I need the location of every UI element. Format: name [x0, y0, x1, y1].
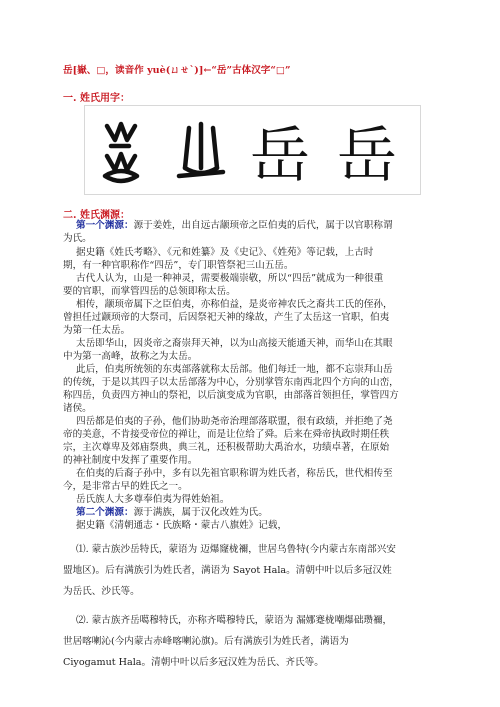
title-pronunciation: [嶽、□，读音作 yuè(ㄩㄝˋ)]←“岳”古体汉字“□”	[72, 65, 291, 76]
text-line: 的神社制度中发挥了重要作用。	[63, 455, 198, 466]
section-heading-1: 一. 姓氏用字：	[63, 93, 130, 104]
text-line: 相传，颛顼帝属下之臣伯夷，亦称伯益，是炎帝神农氏之裔共工氏的侄孙，	[76, 299, 393, 310]
text-line: 曾担任过颛顼帝的大祭司，后因祭祀天神的缘故，产生了太岳这一官职，伯夷	[63, 312, 390, 323]
text-line: 的传统，于是以其四子以太岳部落为中心，分别掌管东南西北四个方向的山峦，	[63, 377, 399, 388]
glyph-3: 岳	[250, 121, 310, 191]
section-heading-2: 二. 姓氏渊源：	[63, 210, 130, 221]
text-line: 古代人认为，山是一种神灵，需要极端崇敬，所以“四岳”就成为一种很重	[76, 273, 384, 284]
text-line: 源于满族，属于汉化改姓为氏。	[133, 507, 268, 518]
text-line: 在伯夷的后裔子孙中，多有以先祖官职称谓为姓氏者，称岳氏，世代相传至	[76, 468, 393, 479]
ancient-glyphs-image	[84, 105, 421, 195]
text-line: ⑴. 蒙古族沙岳特氏，蒙语为 迈爆窿栊禰，世居乌鲁特(今内蒙古东南部兴安	[76, 544, 396, 555]
text-line: 诸侯。	[63, 403, 92, 414]
text-line: 源于姜姓，出自远古颛顼帝之臣伯夷的后代，属于以官职称谓	[133, 220, 393, 231]
text-line: 盟地区)。后有满族引为姓氏者，满语为 Sayot Hala。清朝中叶以后多冠汉姓	[63, 565, 392, 576]
text-line: Ciyogamut Hala。清朝中叶以后多冠汉姓为岳氏、齐氏等。	[63, 657, 324, 668]
text-line: 太岳即华山，因炎帝之裔崇拜天神，以为山高接天能通天神，而华山在其眼	[76, 338, 393, 349]
text-line: 四岳都是伯夷的子孙，他们协助尧帝治理部落联盟，很有政绩，并拒绝了尧	[76, 416, 393, 427]
text-line: 帝的美意，不肯接受帝位的禅让，而是让位给了舜。后来在舜帝执政时期任秩	[63, 429, 390, 440]
text-line: 为氏。	[63, 233, 92, 244]
text-line: 中为第一高峰，故称之为太岳。	[63, 351, 198, 362]
text-line: ⑵. 蒙古族齐岳噶穆特氏，亦称齐噶穆特氏，蒙语为 漏娜蹇栊嘲爆础瓒禰，	[76, 615, 393, 626]
text-line: 世居喀喇沁(今内蒙古赤峰喀喇沁旗)。后有满族引为姓氏者，满语为	[63, 636, 349, 647]
text-line: 为第一任太岳。	[63, 325, 131, 336]
origin-2-line	[76, 506, 443, 519]
text-line: 此后，伯夷所统领的东夷部落就称太岳部。他们每迁一地，都不忘崇拜山岳	[76, 364, 393, 375]
glyph-4: 岳	[337, 121, 397, 191]
text-line: 今，是非常古早的姓氏之一。	[63, 481, 188, 492]
text-line: 要的官职，而掌管四岳的总领即称太岳。	[63, 286, 236, 297]
text-line: 岳氏族人大多尊奉伯夷为得姓始祖。	[76, 494, 230, 505]
title-char: 岳	[63, 65, 73, 76]
glyph-svg	[85, 106, 420, 194]
origin-2-label: 第二个渊源：	[76, 507, 134, 518]
bronze-glyph	[179, 124, 223, 176]
origin-1-label: 第一个渊源：	[76, 220, 134, 231]
oracle-glyph	[105, 124, 137, 181]
text-line: 称四岳，负责四方神山的祭祀，以后演变成为官职，由部落首领担任，掌管四方	[63, 390, 399, 401]
text-line: 为岳氏、沙氏等。	[63, 586, 140, 597]
text-line: 据史籍《清朝通志・氏族略・蒙古八旗姓》记载，	[76, 520, 288, 531]
title-line	[63, 64, 443, 77]
text-line: 宗，主次尊卑及郊庙祭典，典三礼，还积极帮助大禹治水，功绩卓著，在原始	[63, 442, 390, 453]
text-line: 据史籍《姓氏考略》、《元和姓纂》及《史记》、《姓苑》等记载，上古时	[76, 247, 374, 258]
text-line: 期，有一种官职称作“四岳”，专门职管祭祀三山五岳。	[63, 260, 294, 271]
origin-1-line	[76, 219, 443, 232]
